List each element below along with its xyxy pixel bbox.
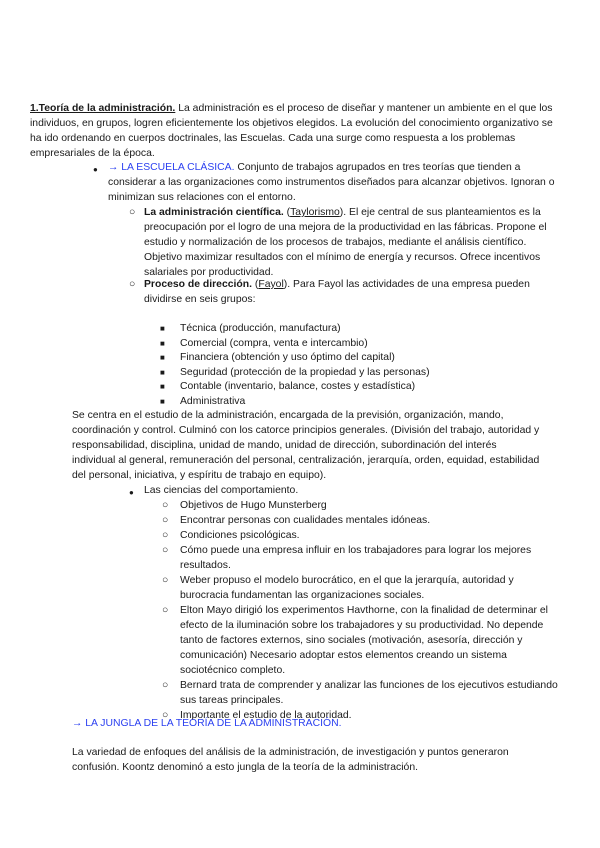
bullet-circle: ○ — [162, 499, 169, 511]
ref-close: ). — [283, 279, 291, 290]
clasica-paragraph — [108, 160, 558, 205]
list-item — [160, 379, 560, 394]
bullet-circle: ○ — [162, 529, 169, 541]
list-item — [160, 394, 560, 409]
cientifica-title: La administración científica. — [144, 207, 284, 218]
item-text: Bernard trata de comprender y analizar las funciones de los ejecutivos estudiando sus tareas principales. — [180, 679, 558, 706]
cientifica-paragraph — [144, 205, 560, 280]
fayol-groups-list — [160, 321, 560, 409]
direccion-text: Para Fayol las actividades de una empresa pueden dividirse en seis grupos: — [144, 279, 530, 305]
item-text: Importante el estudio de la autoridad. — [180, 709, 352, 721]
bullet-circle: ○ — [162, 514, 169, 526]
group-label: Seguridad (protección de la propiedad y las personas) — [180, 366, 430, 378]
bullet-circle: ○ — [162, 544, 169, 556]
comportamiento-list — [162, 498, 558, 723]
list-item — [162, 498, 558, 513]
item-text: Elton Mayo dirigió los experimentos Havthorne, con la finalidad de determinar el efecto de la iluminación sobre los trabajadores y su productividad. No depende tanto de factores externos, sino sociales (motivación, asesoría, dirección y comunicación) Necesario adoptar estos elementos creando un sistema sociotécnico completo. — [180, 604, 548, 676]
bullet-square: ■ — [160, 338, 165, 348]
item-text: Condiciones psicológicas. — [180, 529, 300, 541]
intro-paragraph — [30, 101, 558, 161]
ref-open: ( — [252, 279, 259, 290]
bullet-circle: ○ — [162, 709, 169, 721]
escuela-clasica-link[interactable]: → LA ESCUELA CLÁSICA. — [108, 162, 235, 173]
fayol-principles-paragraph: Se centra en el estudio de la administración, encargada de la previsión, organización, mando, coordinación y control. Culminó con los catorce principios generales. (División del trabajo, autoridad y responsabilidad, disciplina, unidad de mando, unidad de dirección, subordinación del interés individual al general, remuneración del personal, centralización, jerarquía, orden, equidad, estabilidad del personal, iniciativa, y espíritu de trabajo en equipo). — [72, 410, 540, 481]
list-item — [162, 678, 558, 708]
list-item — [160, 350, 560, 365]
group-label: Técnica (producción, manufactura) — [180, 323, 341, 334]
group-label: Financiera (obtención y uso óptimo del capital) — [180, 352, 395, 364]
list-item — [162, 528, 558, 543]
item-text: Objetivos de Hugo Munsterberg — [180, 499, 327, 511]
group-label: Administrativa — [180, 395, 246, 407]
list-item — [160, 321, 560, 336]
section-heading: 1.Teoría de la administración. — [30, 103, 176, 114]
item-text: Cómo puede una empresa influir en los trabajadores para lograr los mejores resultados. — [180, 544, 532, 571]
list-item — [160, 365, 560, 380]
bullet-circle: ○ — [162, 574, 169, 586]
direccion-title: Proceso de dirección. — [144, 279, 252, 290]
bullet-circle: ○ — [129, 207, 136, 218]
item-text: Weber propuso el modelo burocrático, en el que la jerarquía, autoridad y burocracia fundamentan las organizaciones sociales. — [180, 574, 514, 601]
direccion-paragraph — [144, 277, 560, 307]
bullet-disc: ● — [93, 165, 98, 174]
bullet-square: ■ — [160, 382, 165, 392]
ref-open: ( — [283, 207, 291, 218]
clasica-text: Conjunto de trabajos agrupados en tres teorías que tienden a considerar a las organizaciones como instrumentos diseñados para alcanzar objetivos. Ignoran o minimizan sus relaciones con el entorno. — [108, 162, 555, 203]
bullet-square: ■ — [160, 353, 165, 363]
bullet-square: ■ — [160, 324, 165, 333]
list-item — [162, 543, 558, 573]
bullet-circle: ○ — [129, 279, 136, 290]
group-label: Comercial (compra, venta e intercambio) — [180, 337, 368, 349]
intro-text: La administración es el proceso de diseñar y mantener un ambiente en el que los individuos, en grupos, logren eficientemente los objetivos elegidos. La evolución del conocimiento organizativo se ha ido ordenando en cuerpos doctrinales, las Escuelas. Cada una surge como respuesta a los problemas empresariales de la época. — [30, 103, 553, 159]
cientifica-text: El eje central de sus planteamientos es la preocupación por el logro de una mejora de la productividad en las fábricas. Propone el estudio y normalización de los procesos de trabajos, mediante el análisis científico. Objetivo maximizar resultados con el mínimo de energía y recursos. Ofrece incentivos salariales por productividad. — [144, 207, 547, 278]
item-text: Encontrar personas con cualidades mentales idóneas. — [180, 514, 431, 526]
list-item — [162, 513, 558, 528]
bullet-square: ■ — [160, 396, 165, 406]
bullet-circle: ○ — [162, 604, 169, 616]
jungla-paragraph: La variedad de enfoques del análisis de la administración, de investigación y puntos generaron confusión. Koontz denominó a esto jungla de la teoría de la administración. — [72, 747, 509, 773]
group-label: Contable (inventario, balance, costes y estadística) — [180, 381, 416, 393]
taylorismo-ref: Taylorismo — [290, 207, 340, 218]
bullet-disc: ● — [129, 488, 134, 497]
comportamiento-title: Las ciencias del comportamiento. — [144, 485, 299, 496]
jungla-link[interactable]: → LA JUNGLA DE LA TEORÍA DE LA ADMINISTRACIÓN. — [72, 718, 342, 729]
list-item — [160, 336, 560, 351]
list-item — [162, 603, 558, 678]
fayol-ref: Fayol — [258, 279, 284, 290]
bullet-square: ■ — [160, 367, 165, 377]
list-item — [162, 573, 558, 603]
ref-close: ). — [339, 207, 347, 218]
bullet-circle: ○ — [162, 679, 169, 691]
